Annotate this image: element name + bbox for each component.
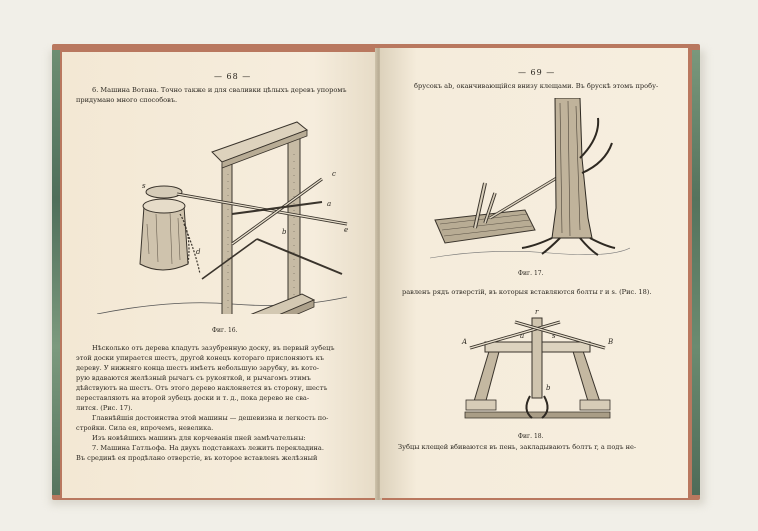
fig16-label-b: b	[282, 228, 287, 236]
fig18-label-B: B	[608, 338, 614, 346]
figure-17-illustration	[430, 98, 630, 263]
figure-16-illustration	[92, 114, 352, 314]
body-line: Изъ новѣйшихъ машинъ для корчеванія пней замѣчательны:	[92, 434, 306, 442]
body-line: дѣйствуютъ на шестъ. Отъ этого дерево наклоняется въ сторону, шестъ	[76, 384, 328, 392]
page-number: — 69 —	[518, 68, 556, 77]
fig18-label-s: s	[552, 332, 556, 340]
body-line: равленъ рядъ отверстій, въ которыя вставляются болты r и s. (Рис. 18).	[402, 288, 652, 296]
body-line: этой доски упирается шестъ, другой конецъ котораго прислоняютъ къ	[76, 354, 325, 362]
figure-caption: Фиг. 17.	[518, 270, 544, 277]
body-line: Главнѣйшія достоинства этой машины — дешевизна и легкость по-	[92, 414, 329, 422]
marbled-edge-right	[692, 50, 700, 495]
figure-caption: Фиг. 18.	[518, 433, 544, 440]
right-page	[380, 48, 688, 498]
intro-line: 6. Машина Вотана. Точно также и для сваливки цѣлыхъ деревъ упоромъ	[92, 86, 347, 94]
fig16-label-s: s	[142, 182, 146, 190]
body-line: лится. (Рис. 17).	[76, 404, 133, 412]
body-line: стройки. Сила ея, впрочемъ, невелика.	[76, 424, 214, 432]
fig16-label-d: d	[196, 248, 201, 256]
fig18-label-A: A	[462, 338, 468, 346]
fig18-label-a: a	[520, 332, 525, 340]
body-line: Нѣсколько отъ дерева кладутъ зазубренную доску, въ первый зубецъ	[92, 344, 335, 352]
fig18-label-b: b	[546, 384, 551, 392]
page-number: — 68 —	[214, 72, 252, 81]
fig16-label-e: e	[344, 226, 349, 234]
body-line: брусокъ ab, оканчивающійся внизу клещами. Въ брускѣ этомъ пробу-	[414, 82, 659, 90]
body-line: Въ срединѣ ея продѣлано отверстіе, въ которое вставленъ желѣзный	[76, 454, 318, 462]
fig16-label-a: a	[327, 200, 332, 208]
marbled-edge-left	[52, 50, 60, 495]
figure-18-illustration	[460, 300, 620, 430]
figure-caption: Фиг. 16.	[212, 327, 238, 334]
body-line: 7. Машина Гатльофа. На двухъ подставкахъ лежитъ перекладина.	[92, 444, 324, 452]
body-line: дереву. У нижняго конца шестъ имѣетъ небольшую зарубку, въ кото-	[76, 364, 320, 372]
body-line: рую вдаваются желѣзный рычагъ съ рукояткой, и рычагомъ этимъ	[76, 374, 311, 382]
body-line: Зубцы клещей вбиваются въ пень, закладываютъ болтъ r, а подъ не-	[398, 443, 637, 451]
left-page	[62, 52, 377, 498]
fig18-label-r: r	[535, 308, 539, 316]
intro-line: придумано много способовъ.	[76, 96, 178, 104]
fig16-label-c: c	[332, 170, 336, 178]
body-line: переставляютъ на второй зубецъ доски и т. д., пока дерево не сва-	[76, 394, 310, 402]
